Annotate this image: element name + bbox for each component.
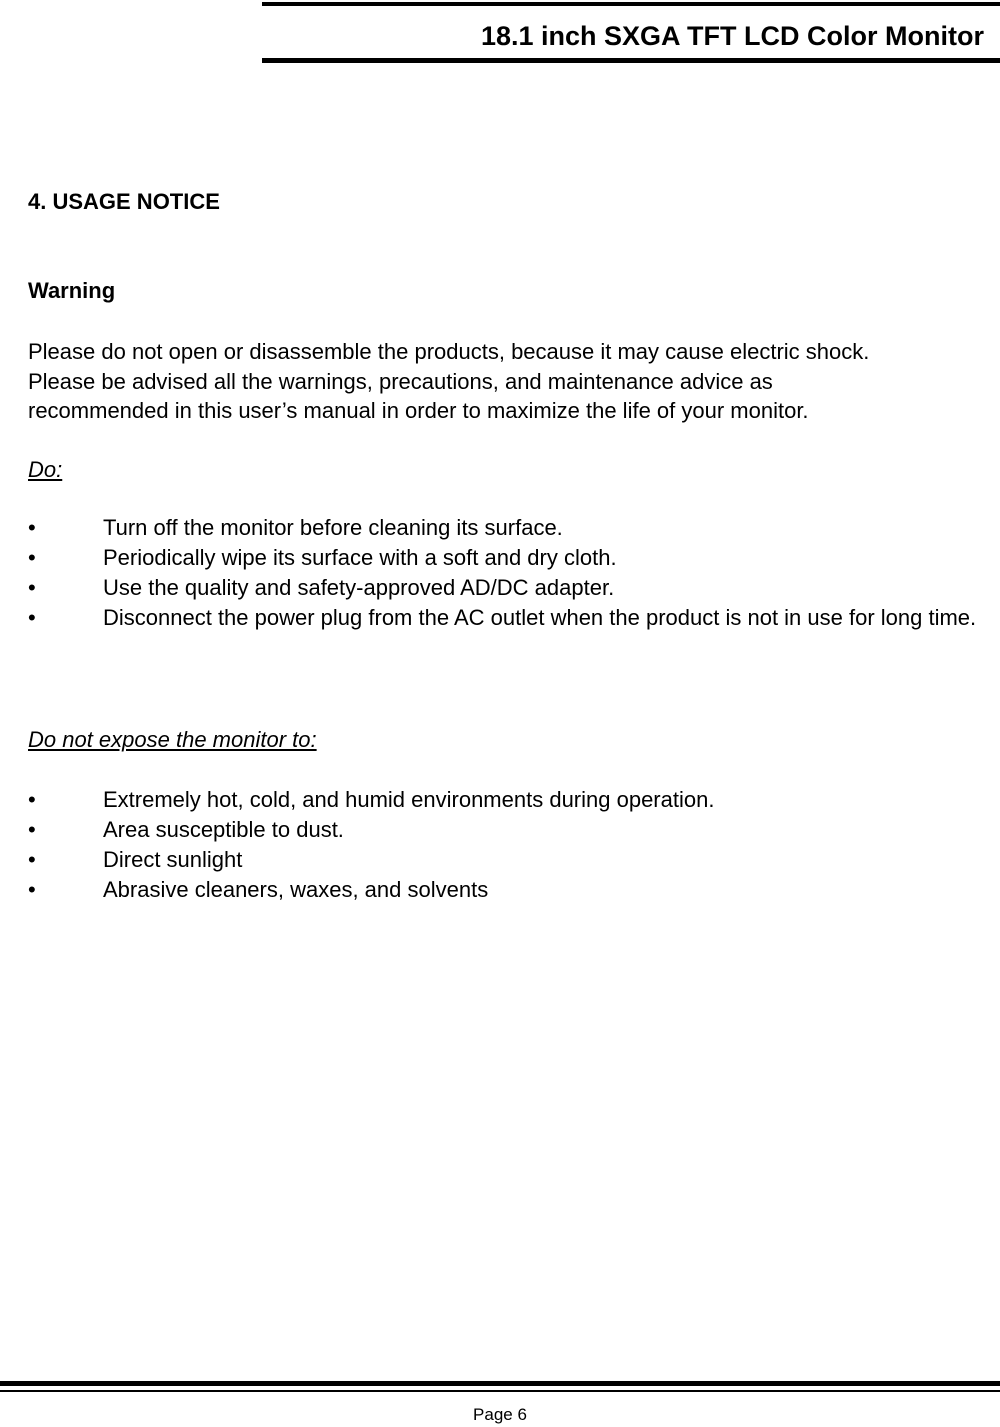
footer-rule-thick [0,1381,1000,1386]
bullet-icon: • [28,847,36,872]
footer-rule-thin [0,1390,1000,1392]
bullet-icon: • [28,515,36,540]
do-not-expose-item [0,845,993,875]
do-not-expose-item-text: Abrasive cleaners, waxes, and solvents [103,877,489,902]
do-list-item-text: Use the quality and safety-approved AD/DC adapter. [103,575,615,600]
do-list-item-text: Disconnect the power plug from the AC outlet when the product is not in use for long time. [103,605,977,630]
do-list-item [0,513,993,543]
warning-line: recommended in this user’s manual in order to maximize the life of your monitor. [28,398,809,423]
do-list-item [0,603,993,633]
bullet-icon: • [28,575,36,600]
bullet-icon: • [28,545,36,570]
do-list-item-text: Periodically wipe its surface with a soft and dry cloth. [103,545,617,570]
do-not-expose-item [0,785,993,815]
warning-paragraph [28,337,993,426]
document-header-title: 18.1 inch SXGA TFT LCD Color Monitor [480,21,984,51]
do-list-item [0,543,993,573]
header-rule-top [262,2,1000,6]
do-not-expose-heading: Do not expose the monitor to: [28,727,317,752]
bullet-icon: • [28,787,36,812]
do-not-expose-item [0,875,993,905]
do-not-expose-item-text: Extremely hot, cold, and humid environments during operation. [103,787,715,812]
warning-heading: Warning [28,278,116,303]
do-not-expose-list [0,785,993,905]
do-not-expose-item-text: Direct sunlight [103,847,243,872]
page-number: Page 6 [473,1405,527,1424]
do-list-item [0,573,993,603]
bullet-icon: • [28,877,36,902]
warning-line: Please be advised all the warnings, precautions, and maintenance advice as [28,368,773,394]
warning-line: Please do not open or disassemble the products, because it may cause electric shock. [28,339,870,364]
bullet-icon: • [28,817,36,842]
do-heading: Do: [28,457,63,482]
bullet-icon: • [28,605,36,630]
header-rule-bottom [262,58,1000,63]
section-title: 4. USAGE NOTICE [28,189,220,214]
do-list-item-text: Turn off the monitor before cleaning its surface. [103,515,563,540]
do-not-expose-item-text: Area susceptible to dust. [103,817,344,842]
do-not-expose-item [0,815,993,845]
do-list [0,513,993,633]
